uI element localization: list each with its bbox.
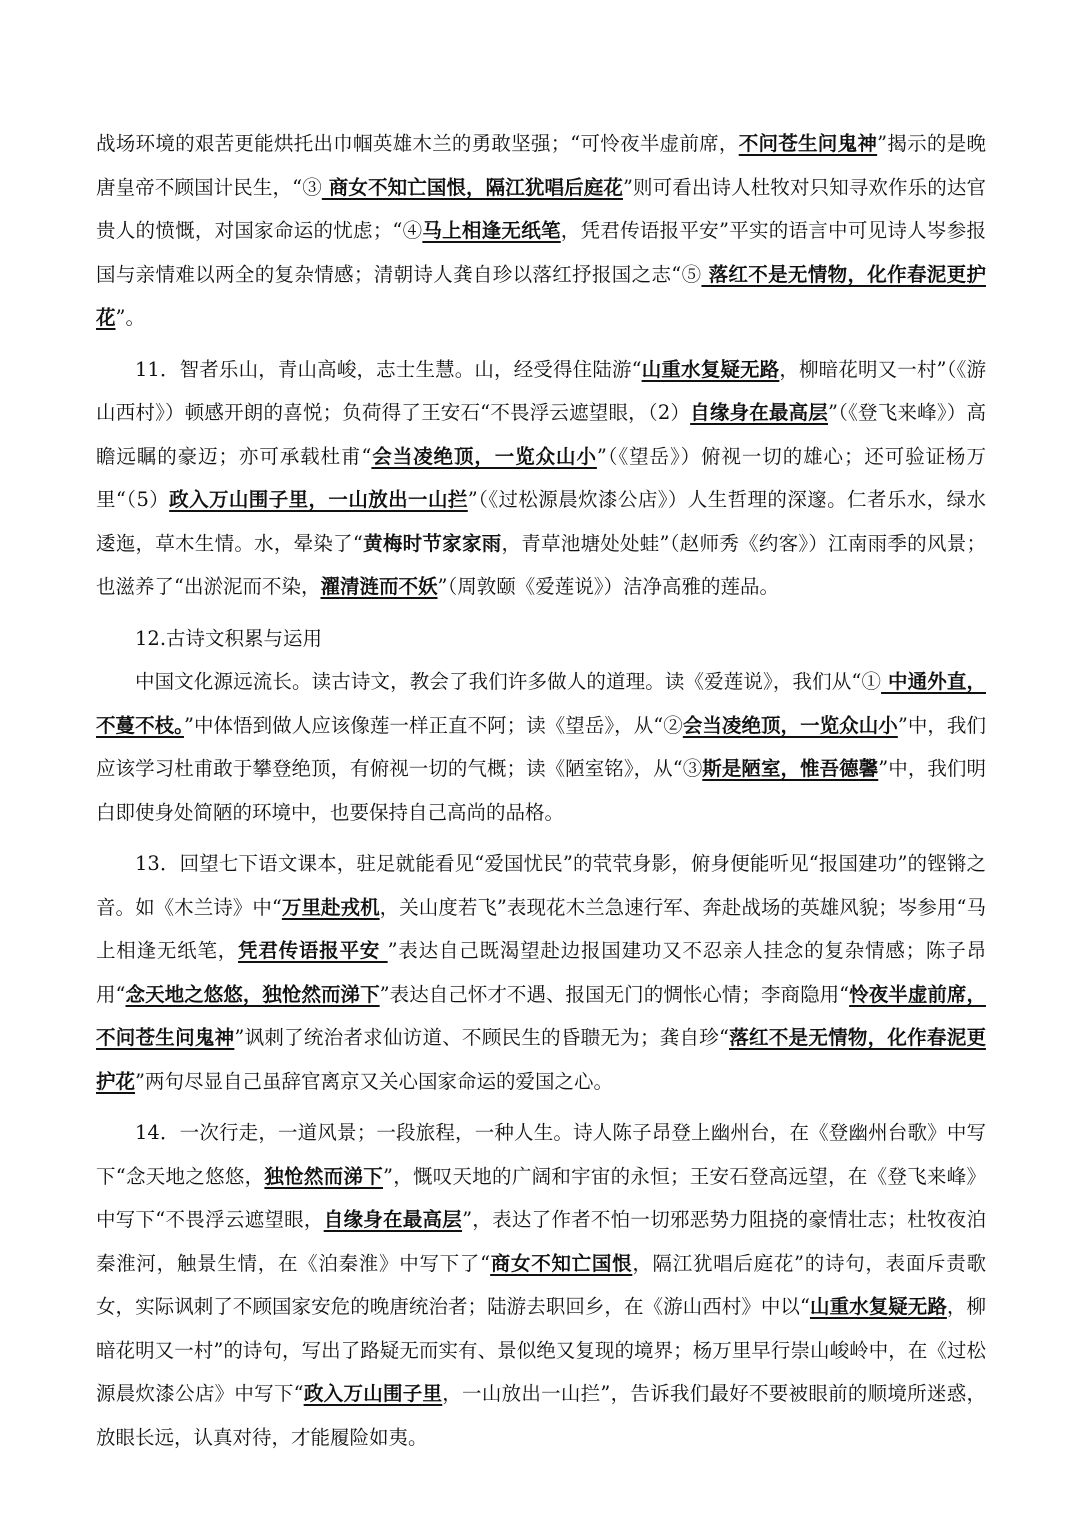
answer-text: 中通外直，不蔓不枝。 (96, 670, 986, 737)
answer-text: 商女不知亡国恨，隔江犹唱后庭花 (321, 175, 623, 199)
body-text: ”中，我们应该学习杜甫敢于攀登绝顶，有俯视一切的气概；读《陋室铭》，从“③ (96, 713, 986, 780)
body-text: ”，表达了作者不怕一切邪恶势力阻挠的豪情壮志；杜牧夜泊秦淮河，触景生情，在《泊秦淮》中写下了“ (96, 1208, 986, 1275)
answer-text: 斯是陋室，惟吾德馨 (702, 757, 879, 780)
body-text: ”（《登飞来峰》）高瞻远瞩的豪迈；亦可承载杜甫“ (96, 401, 986, 468)
answer-text: 政入万山围子里，一山放出一山拦 (169, 488, 468, 511)
answer-text: 会当凌绝顶，一览众山小 (371, 444, 597, 468)
answer-text: 落红不是无情物，化作春泥更护花 (96, 262, 986, 329)
answer-text: 政入万山围子里 (303, 1382, 443, 1405)
body-text: 12.古诗文积累与运用 (135, 626, 323, 650)
paragraph-question-12-heading (96, 617, 986, 661)
answer-text: 商女不知亡国恨 (490, 1251, 633, 1275)
body-text: ，青草池塘处处蛙”（赵师秀《约客》）江南雨季的风景；也滋养了“出淤泥而不染， (96, 531, 986, 598)
body-text: ”则可看出诗人杜牧对只知寻欢作乐的达官贵人的愤慨，对国家命运的忧虑；“④ (96, 175, 986, 242)
body-text: ”中，我们明白即使身处简陋的环境中，也要保持自己高尚的品格。 (96, 757, 986, 824)
paragraph-gap (96, 1103, 986, 1111)
body-text: 13．回望七下语文课本，驻足就能看见“爱国忧民”的茕茕身影，俯身便能听见“报国建功”的铿锵之音。如《木兰诗》中“ (96, 852, 986, 919)
answer-text: 念天地之悠悠，独怆然而涕下 (125, 982, 380, 1006)
answer-text: 万里赴戎机 (281, 895, 380, 919)
answer-text: 自缘身在最高层 (323, 1208, 463, 1231)
body-text: ”（《过松源晨炊漆公店》）人生哲理的深邃。仁者乐水，绿水逶迤，草木生情。水，晕染了“ (96, 488, 986, 555)
answer-text: 山重水复疑无路 (809, 1295, 947, 1318)
answer-text: 会当凌绝顶，一览众山小 (682, 713, 898, 737)
body-text: ”（周敦颐《爱莲说》）洁净高雅的莲品。 (437, 575, 779, 598)
paragraph-question-12 (96, 660, 986, 834)
answer-text: 濯清涟而不妖 (320, 575, 438, 598)
body-text: ”表达自己怀才不遇、报国无门的惆怅心情；李商隐用“ (379, 982, 850, 1006)
body-text: 战场环境的艰苦更能烘托出巾帼英雄木兰的勇敢坚强；“可怜夜半虚前席， (96, 132, 739, 155)
body-text: ，柳暗花明又一村”（《游山西村》）顿感开朗的喜悦；负荷得了王安石“不畏浮云遮望眼，（2） (96, 357, 986, 424)
body-text: ”中体悟到做人应该像莲一样正直不阿；读《望岳》，从“② (183, 713, 683, 737)
body-text: ”揭示的是晚唐皇帝不顾国计民生，“③ (96, 132, 986, 199)
paragraph-gap (96, 609, 986, 617)
body-text: ，关山度若飞”表现花木兰急速行军、奔赴战场的英雄风貌；岑参用“马上相逢无纸笔， (96, 895, 986, 962)
body-text: 11．智者乐山，青山高峻，志士生慧。山，经受得住陆游“ (135, 357, 642, 381)
paragraph-question-13 (96, 842, 986, 1103)
body-text: ”。 (115, 306, 145, 329)
answer-text: 怜夜半虚前席，不问苍生问鬼神 (96, 982, 986, 1049)
body-text: ，柳暗花明又一村”的诗句，写出了路疑无而实有、景似绝又复现的境界；杨万里早行崇山峻岭中，在《过松源晨炊漆公店》中写下“ (96, 1295, 986, 1405)
body-text: 14．一次行走，一道风景；一段旅程，一种人生。诗人陈子昂登上幽州台，在《登幽州台歌》中写下“念天地之悠悠， (96, 1121, 986, 1188)
body-text: 中国文化源远流长。读古诗文，教会了我们许多做人的道理。读《爱莲说》，我们从“① (135, 670, 882, 693)
document-page (96, 122, 986, 1459)
body-text: ，一山放出一山拦”，告诉我们最好不要被眼前的顺境所迷惑，放眼长远，认真对待，才能履险如夷。 (96, 1382, 986, 1449)
paragraph-continuation (96, 122, 986, 340)
body-text: ，凭君传语报平安”平实的语言中可见诗人岑参报国与亲情难以两全的复杂情感；清朝诗人龚自珍以落红抒报国之志“⑤ (96, 219, 986, 286)
answer-text-bold: 黄梅时节家家雨 (362, 531, 502, 555)
paragraph-gap (96, 340, 986, 348)
body-text: ”两句尽显自己虽辞官离京又关心国家命运的爱国之心。 (135, 1069, 613, 1093)
answer-text: 落红不是无情物，化作春泥更护花 (96, 1026, 986, 1093)
body-text: ”表达自己既渴望赴边报国建功又不忍亲人挂念的复杂情感；陈子昂用“ (96, 939, 986, 1006)
answer-text: 山重水复疑无路 (641, 357, 780, 381)
answer-text: 马上相逢无纸笔 (422, 219, 561, 242)
answer-text: 独怆然而涕下 (264, 1164, 383, 1188)
body-text: ”，慨叹天地的广阔和宇宙的永恒；王安石登高远望，在《登飞来峰》中写下“不畏浮云遮望眼， (96, 1164, 986, 1231)
body-text: ，隔江犹唱后庭花”的诗句，表面斥责歌女，实际讽刺了不顾国家安危的晚唐统治者；陆游去职回乡，在《游山西村》中以“ (96, 1251, 986, 1318)
answer-text: 自缘身在最高层 (690, 401, 828, 424)
answer-text: 凭君传语报平安 (238, 939, 388, 962)
paragraph-question-14 (96, 1111, 986, 1459)
answer-text: 不问苍生问鬼神 (738, 132, 878, 155)
paragraph-gap (96, 834, 986, 842)
paragraph-question-11 (96, 348, 986, 609)
body-text: ”讽刺了统治者求仙访道、不顾民生的昏聩无为；龚自珍“ (234, 1026, 729, 1049)
body-text: ”（《望岳》）俯视一切的雄心；还可验证杨万里“（5） (96, 444, 986, 511)
